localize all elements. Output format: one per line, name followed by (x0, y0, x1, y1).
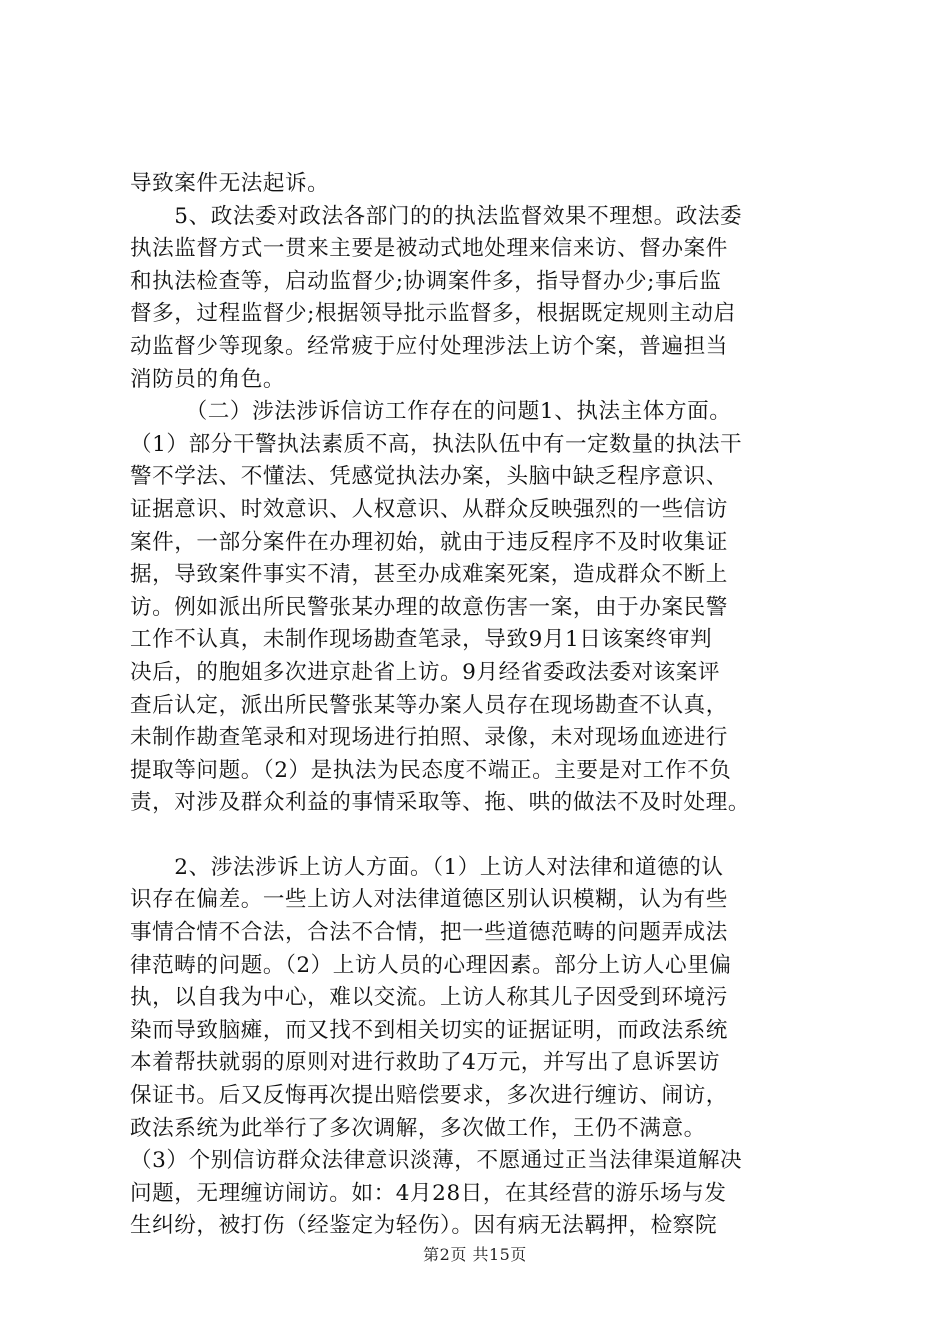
text-line: 提取等问题。（2）是执法为民态度不端正。主要是对工作不负 (130, 757, 732, 783)
text-line: 本着帮扶就弱的原则对进行救助了4万元，并写出了息诉罢访 (130, 1050, 721, 1076)
text-line: 5、政法委对政法各部门的的执法监督效果不理想。政法委 (130, 203, 743, 229)
text-line: 事情合情不合法，合法不合情，把一些道德范畴的问题弄成法 (130, 920, 728, 946)
text-line: 访。例如派出所民警张某办理的故意伤害一案，由于办案民警 (130, 594, 728, 620)
text-line: （二）涉法涉诉信访工作存在的问题1、执法主体方面。 (130, 399, 732, 425)
text-line: 警不学法、不懂法、凭感觉执法办案，头脑中缺乏程序意识、 (130, 464, 728, 490)
text-line: 和执法检查等，启动监督少;协调案件多，指导督办少;事后监 (130, 268, 722, 294)
text-line: 证据意识、时效意识、人权意识、从群众反映强烈的一些信访 (130, 496, 728, 522)
text-line: 执，以自我为中心，难以交流。上访人称其儿子因受到环境污 (130, 985, 728, 1011)
text-line: （1）部分干警执法素质不高，执法队伍中有一定数量的执法干 (130, 431, 743, 457)
text-line: 动监督少等现象。经常疲于应付处理涉法上访个案，普遍担当 (130, 333, 728, 359)
text-line: 执法监督方式一贯来主要是被动式地处理来信来访、督办案件 (130, 236, 728, 262)
text-line: 识存在偏差。一些上访人对法律道德区别认识模糊，认为有些 (130, 887, 728, 913)
text-line: 律范畴的问题。（2）上访人员的心理因素。部分上访人心里偏 (130, 952, 732, 978)
text-line: 政法系统为此举行了多次调解，多次做工作，王仍不满意。 (130, 1115, 706, 1141)
document-body (130, 168, 830, 1243)
text-line: 决后，的胞姐多次进京赴省上访。9月经省委政法委对该案评 (130, 659, 721, 685)
text-line: 案件，一部分案件在办理初始，就由于违反程序不及时收集证 (130, 529, 728, 555)
text-line: 未制作勘查笔录和对现场进行拍照、录像，未对现场血迹进行 (130, 725, 728, 751)
text-line: 查后认定，派出所民警张某等办案人员存在现场勘查不认真， (130, 692, 728, 718)
text-line: 导致案件无法起诉。 (130, 171, 330, 196)
page-number-footer: 第2页 共15页 (423, 1245, 527, 1264)
text-line: 染而导致脑瘫，而又找不到相关切实的证据证明，而政法系统 (130, 1017, 728, 1043)
text-line: 责，对涉及群众利益的事情采取等、拖、哄的做法不及时处理。 (130, 790, 751, 816)
text-line: 问题，无理缠访闹访。如：4月28日，在其经营的游乐场与发 (130, 1180, 727, 1206)
paragraph-block-bottom (130, 852, 830, 1243)
text-line: 生纠纷，被打伤（经鉴定为轻伤）。因有病无法羁押，检察院 (130, 1213, 718, 1239)
text-line: 消防员的角色。 (130, 366, 286, 392)
paragraph-block-top (130, 168, 830, 820)
text-line: 保证书。后又反悔再次提出赔偿要求，多次进行缠访、闹访， (130, 1083, 728, 1109)
paragraph-spacer (130, 820, 830, 852)
text-line: 督多，过程监督少;根据领导批示监督多，根据既定规则主动启 (130, 301, 736, 327)
text-line: 据，导致案件事实不清，甚至办成难案死案，造成群众不断上 (130, 562, 728, 588)
text-line: （3）个别信访群众法律意识淡薄，不愿通过正当法律渠道解决 (130, 1148, 743, 1174)
text-line: 2、涉法涉诉上访人方面。（1）上访人对法律和道德的认 (130, 854, 724, 880)
text-line: 工作不认真，未制作现场勘查笔录，导致9月1日该案终审判 (130, 627, 713, 653)
